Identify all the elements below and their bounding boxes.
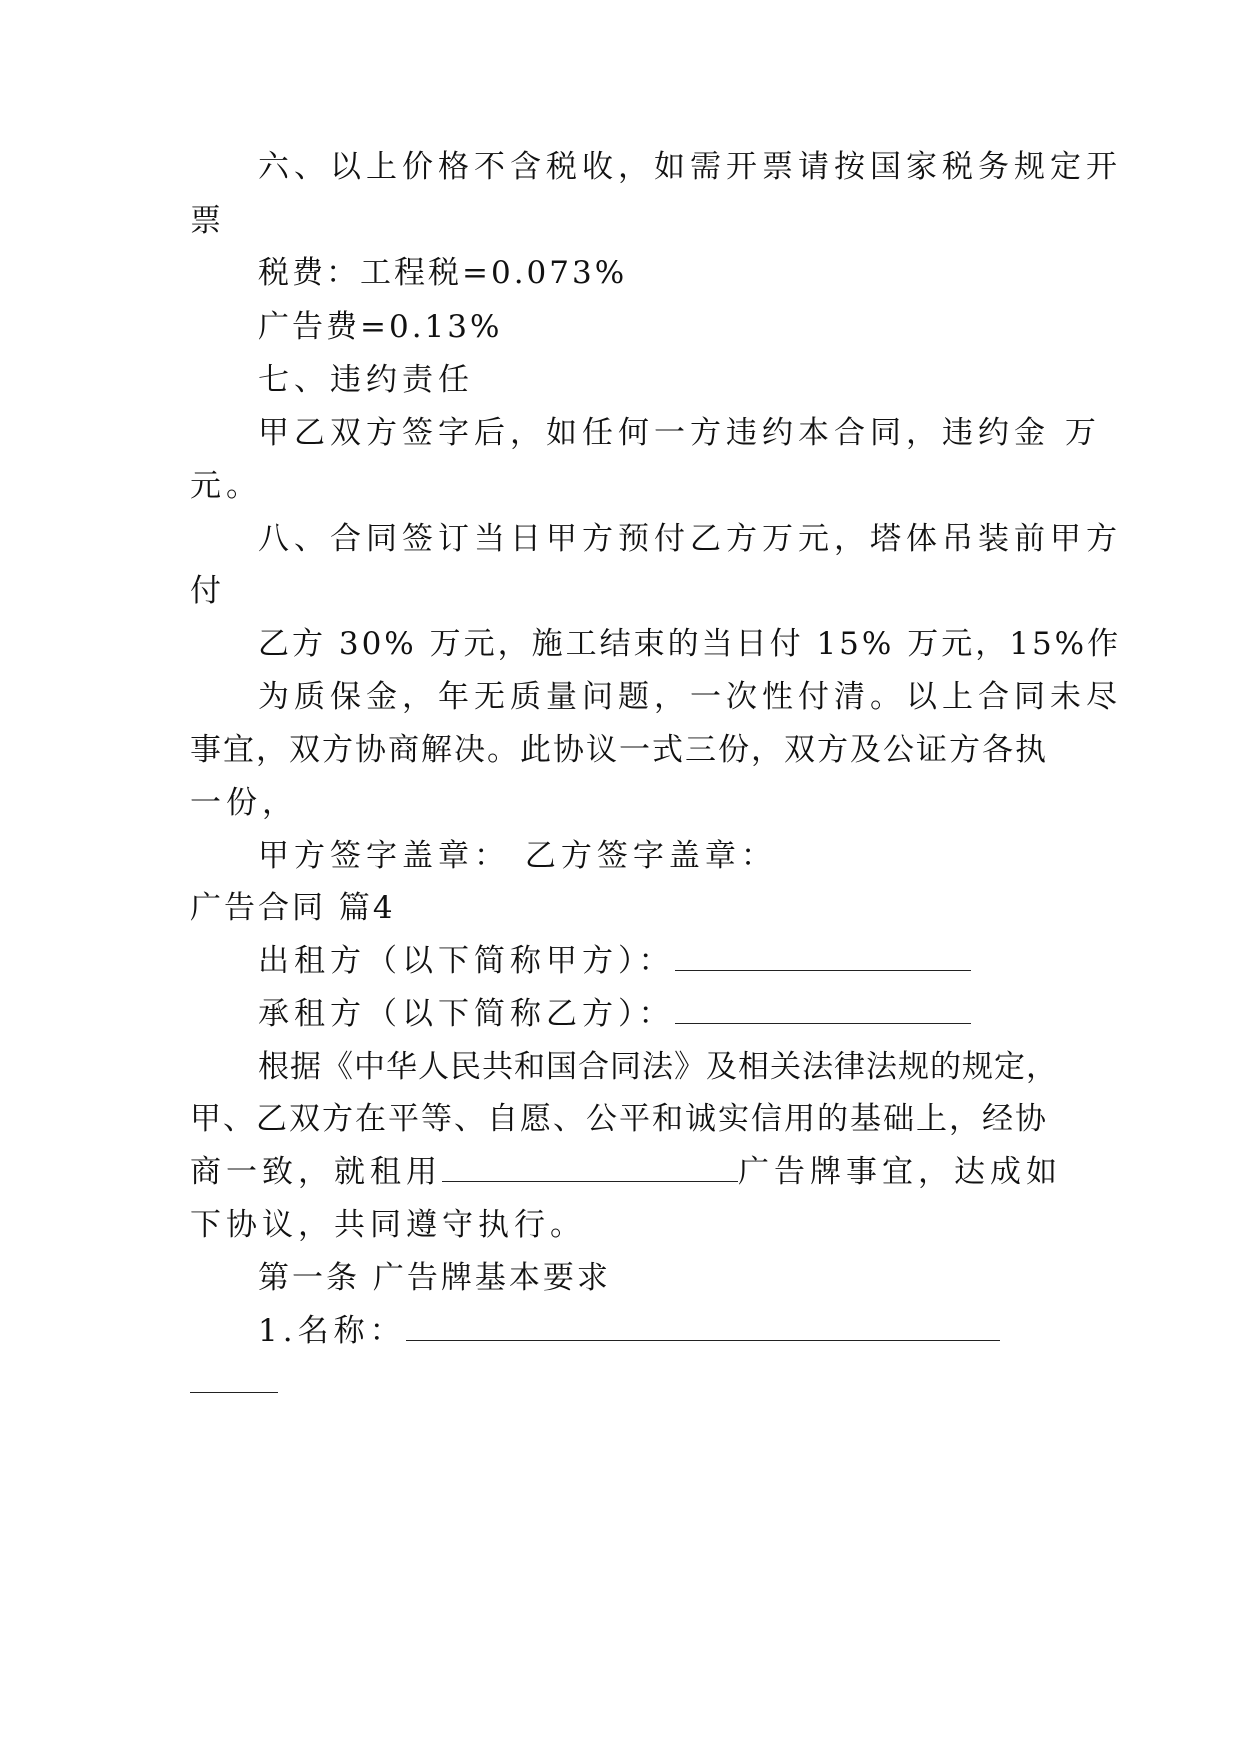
clause-eight-continuation: 付 (190, 573, 226, 609)
name-blank-continuation-row (190, 1363, 1055, 1403)
clause-eight-line: 八、合同签订当日甲方预付乙方万元，塔体吊装前甲方 (258, 521, 1122, 557)
billboard-blank[interactable] (442, 1153, 738, 1182)
clause-seven-heading: 七、违约责任 (258, 362, 474, 398)
section-title: 广告合同 篇4 (190, 890, 396, 926)
breach-continuation: 元。 (190, 468, 262, 504)
signature-line: 甲方签字盖章： 乙方签字盖章： (258, 838, 777, 874)
clause-six-continuation: 票 (190, 203, 226, 239)
lease-suffix: 广告牌事宜，达成如 (738, 1154, 1062, 1190)
lessor-row (258, 941, 1123, 981)
breach-line: 甲乙双方签字后，如任何一方违约本合同，违约金 万 (258, 415, 1101, 451)
payment-line: 乙方 30% 万元，施工结束的当日付 15% 万元，15%作 (258, 626, 1122, 662)
billboard-lease-row (190, 1152, 1062, 1192)
basis-line: 根据《中华人民共和国合同法》及相关法律法规的规定， (258, 1049, 1058, 1085)
negotiation-line: 事宜，双方协商解决。此协议一式三份，双方及公证方各执 (190, 732, 1048, 768)
lessee-row (258, 994, 1123, 1034)
tax-rate-line: 税费：工程税=0.073% (258, 255, 628, 291)
ad-fee-line: 广告费=0.13% (258, 309, 503, 345)
lessor-label: 出租方（以下简称甲方）： (258, 943, 675, 979)
warranty-line: 为质保金，年无质量问题，一次性付清。以上合同未尽 (258, 679, 1122, 715)
article-one-heading: 第一条 广告牌基本要求 (258, 1260, 611, 1296)
principle-line: 甲、乙双方在平等、自愿、公平和诚实信用的基础上，经协 (190, 1101, 1048, 1137)
name-blank[interactable] (406, 1312, 1000, 1341)
clause-six-line: 六、以上价格不含税收，如需开票请按国家税务规定开 (258, 149, 1122, 185)
name-label: 1.名称： (258, 1313, 406, 1349)
lessor-blank[interactable] (675, 942, 971, 971)
name-row (258, 1311, 1058, 1351)
lessee-label: 承租方（以下简称乙方）： (258, 996, 675, 1032)
lessee-blank[interactable] (675, 995, 971, 1024)
name-blank-continuation[interactable] (190, 1364, 278, 1393)
lease-prefix: 商一致，就租用 (190, 1154, 442, 1190)
compliance-line: 下协议，共同遵守执行。 (190, 1207, 586, 1243)
copies-line: 一份， (190, 785, 298, 821)
